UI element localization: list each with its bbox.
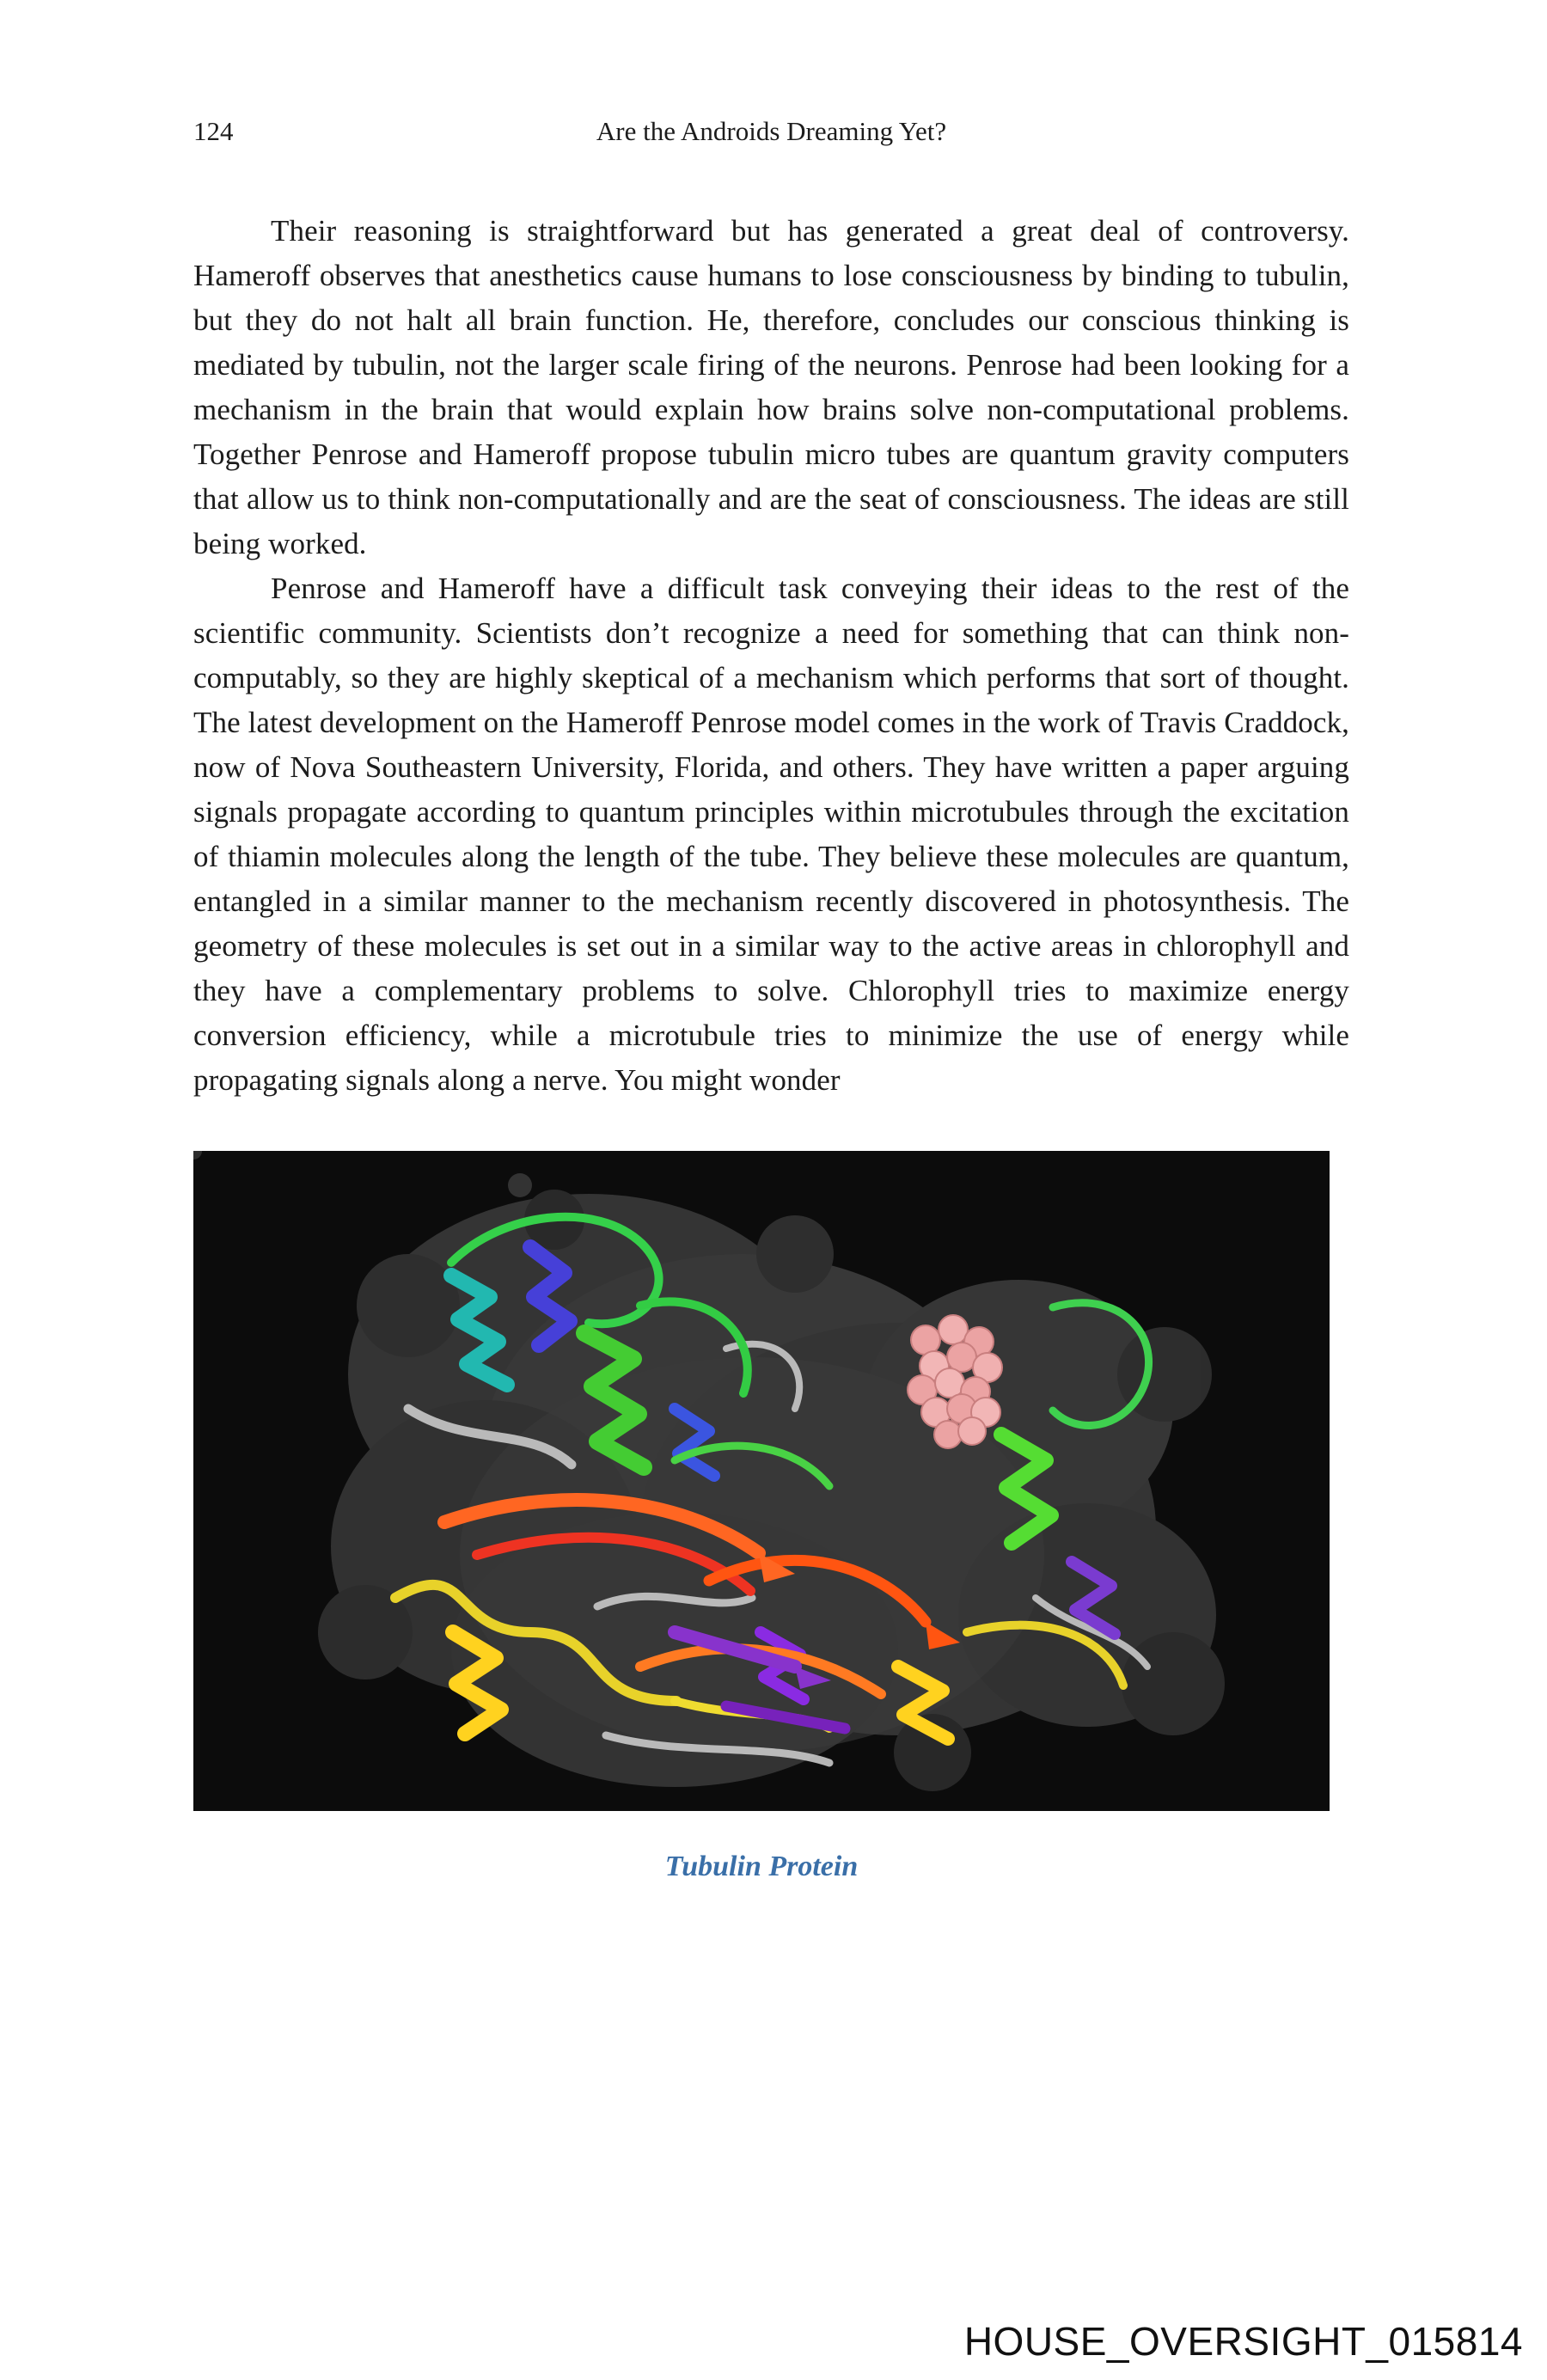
body-paragraph-1: Their reasoning is straightforward but has generated a great deal of controversy. Hameroff observes that anesthetics cause humans to lose consciousness by binding to tubulin, but they do not halt all brain function. He, therefore, concludes our conscious thinking is mediated by tubulin, not the larger scale firing of the neurons. Penrose had been looking for a mechanism in the brain that would explain how brains solve non-computational problems. Together Penrose and Hameroff propose tubulin micro tubes are quantum gravity computers that allow us to think non-computationally and are the seat of consciousness. The ideas are still being worked. bbox=[193, 214, 1349, 560]
figure-block bbox=[193, 1151, 1330, 1883]
body-paragraph-2: Penrose and Hameroff have a difficult task conveying their ideas to the rest of the scientific community. Scientists don’t recognize a need for something that can think non-computably, so they are highly skeptical of a mechanism which performs that sort of thought. The latest development on the Hameroff Penrose model comes in the work of Travis Craddock, now of Nova Southeastern University, Florida, and others. They have written a paper arguing signals propagate according to quantum principles within microtubules through the excitation of thiamin molecules along the length of the tube. They believe these molecules are quantum, entangled in a similar manner to the mechanism recently discovered in photosynthesis. The geometry of these molecules is set out in a similar way to the active areas in chlorophyll and they have a complementary problems to solve. Chlorophyll tries to maximize energy conversion efficiency, while a microtubule tries to minimize the use of energy while propagating signals along a nerve. You might wonder bbox=[193, 572, 1349, 1097]
body-text bbox=[193, 209, 1349, 1103]
protein-ribbon-illustration bbox=[193, 1151, 1330, 1811]
tubulin-protein-figure bbox=[193, 1151, 1330, 1811]
page-number: 124 bbox=[193, 116, 234, 146]
page-content bbox=[193, 116, 1349, 1883]
watermark-text: HOUSE_OVERSIGHT_015814 bbox=[963, 2319, 1523, 2364]
figure-caption: Tubulin Protein bbox=[664, 1851, 859, 1882]
running-header bbox=[193, 116, 1349, 156]
running-title: Are the Androids Dreaming Yet? bbox=[596, 116, 947, 146]
